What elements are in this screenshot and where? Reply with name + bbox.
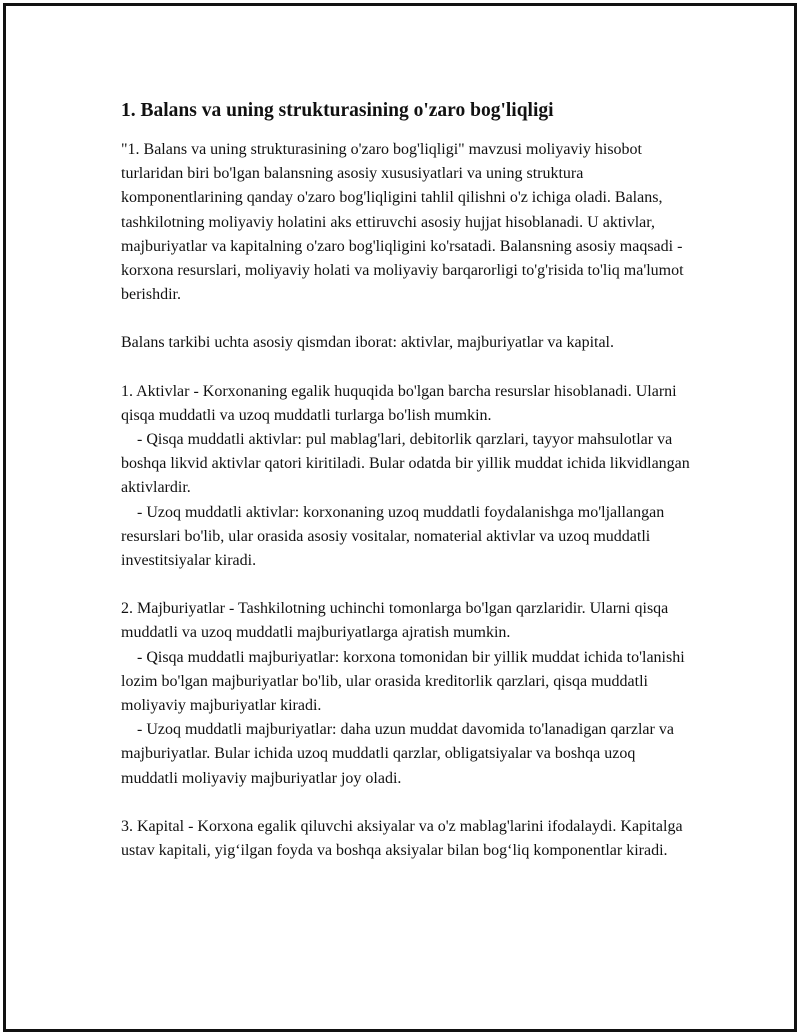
short-term-liabilities-text: - Qisqa muddatli majburiyatlar: korxona tomonidan bir yillik muddat ichida to'lanishi lozim bo'lgan majburiyatlar bo'lib, ular orasida kreditorlik qarzlari, qisqa muddatli moliyaviy majburiyatlar kiradi.: [121, 648, 685, 715]
short-term-assets-text: - Qisqa muddatli aktivlar: pul mablag'lari, debitorlik qarzlari, tayyor mahsulotlar va boshqa likvid aktivlar qatori kiritiladi. Bular odatda bir yillik muddat ichida likvidlangan aktivlardir.: [121, 431, 690, 497]
intro-paragraph: [121, 138, 696, 307]
capital-section: [121, 815, 696, 863]
structure-paragraph: [121, 331, 696, 355]
intro-text: "1. Balans va uning strukturasining o'zaro bog'liqligi" mavzusi moliyaviy hisobot turlaridan biri bo'lgan balansning asosiy xususiyatlari va uning struktura komponentlarining qanday o'zaro bog'liqligini tahlil qilishni o'z ichiga oladi. Balans, tashkilotning moliyaviy holatini aks ettiruvchi asosiy hujjat hisoblanadi. U aktivlar, majburiyatlar va kapitalning o'zaro bog'liqligini ko'rsatadi. Balansning asosiy maqsadi - korxona resurslari, moliyaviy holati va moliyaviy barqarorligi to'g'risida to'liq ma'lumot berishdir.: [121, 141, 684, 304]
page-frame: [3, 3, 797, 1032]
long-term-assets-text: - Uzoq muddatli aktivlar: korxonaning uzoq muddatli foydalanishga mo'ljallangan resurslari bo'lib, ular orasida asosiy vositalar, nomaterial aktivlar va uzoq muddatli investitsiyalar kiradi.: [121, 503, 665, 570]
liabilities-heading-text: 2. Majburiyatlar - Tashkilotning uchinchi tomonlarga bo'lgan qarzlaridir. Ularni qisqa muddatli va uzoq muddatli majburiyatlarga ajratish mumkin.: [121, 600, 669, 642]
document-title: 1. Balans va uning strukturasining o'zaro bog'liqligi: [121, 100, 554, 121]
capital-text: 3. Kapital - Korxona egalik qiluvchi aksiyalar va o'z mablag'larini ifodalaydi. Kapitalga ustav kapitali, yig‘ilgan foyda va boshqa aksiyalar bilan bog‘liq komponentlar kiradi.: [121, 817, 683, 860]
long-term-liabilities-text: - Uzoq muddatli majburiyatlar: daha uzun muddat davomida to'lanadigan qarzlar va majburiyatlar. Bular ichida uzoq muddatli qarzlar, obligatsiyalar va boshqa uzoq muddatli moliyaviy majburiyatlar joy oladi.: [121, 721, 674, 787]
liabilities-section: [121, 597, 696, 791]
structure-text: Balans tarkibi uchta asosiy qismdan iborat: aktivlar, majburiyatlar va kapital.: [121, 334, 614, 352]
document-body: [121, 98, 696, 887]
assets-section: [121, 380, 696, 574]
assets-heading-text: 1. Aktivlar - Korxonaning egalik huquqida bo'lgan barcha resurslar hisoblanadi. Ularni qisqa muddatli va uzoq muddatli turlarga bo'lish mumkin.: [121, 382, 677, 424]
